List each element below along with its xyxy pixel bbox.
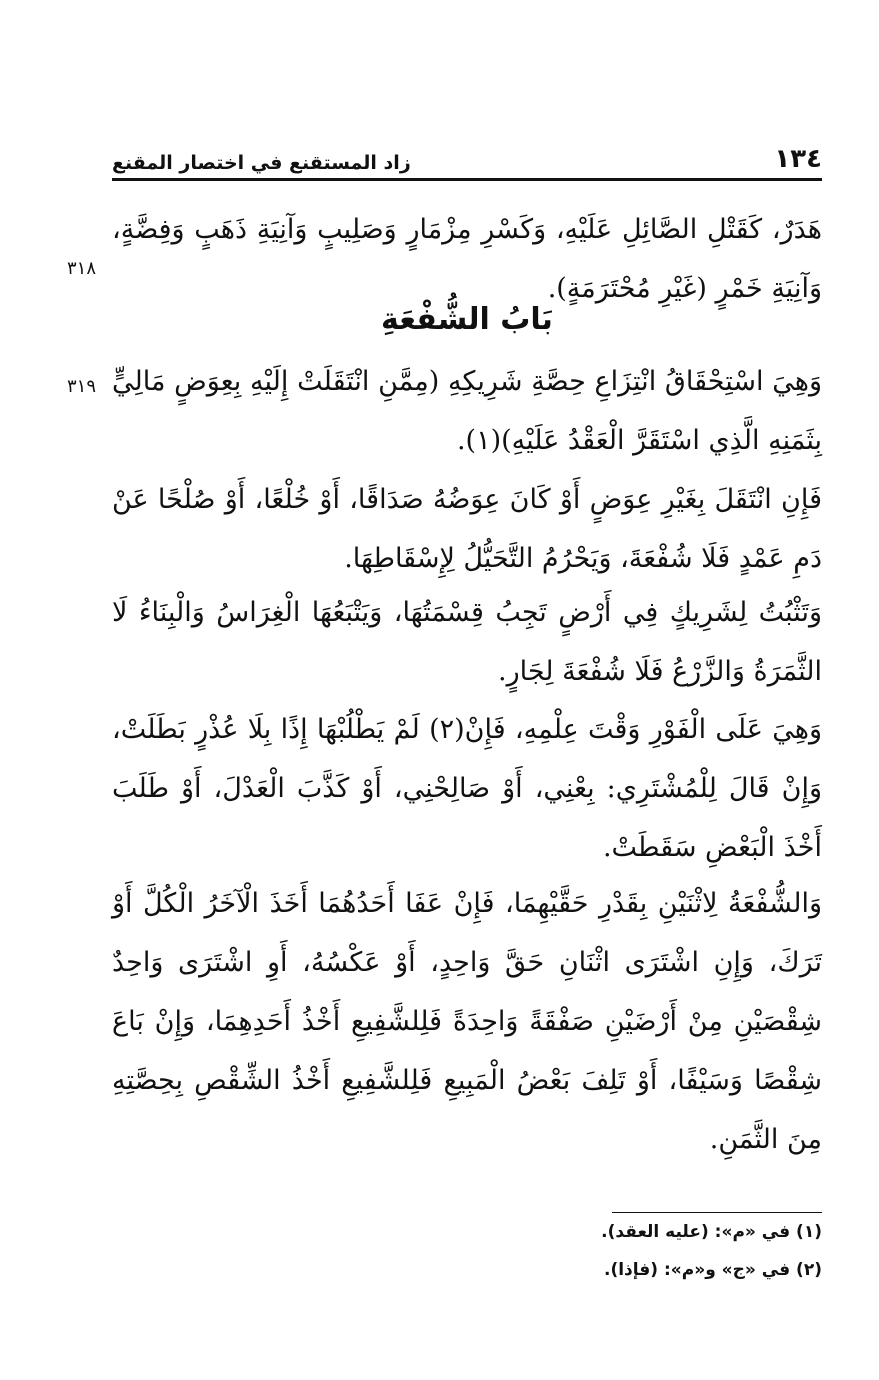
paragraph-definition: وَهِيَ اسْتِحْقَاقُ انْتِزَاعِ حِصَّةِ شَرِيكِهِ (مِمَّنِ انْتَقَلَتْ إِلَيْهِ بِعِوَضٍ مَالِيٍّ بِثَمَنِهِ الَّذِي اسْتَقَرَّ الْعَقْدُ عَلَيْهِ)(١). xyxy=(112,366,822,456)
paragraph-two-partners: وَالشُّفْعَةُ لِاثْنَيْنِ بِقَدْرِ حَقَّيْهِمَا، فَإِنْ عَفَا أَحَدُهُمَا أَخَذَ الْآخَرُ الْكُلَّ أَوْ تَرَكَ، وَإِنِ اشْتَرَى اثْنَانِ حَقَّ وَاحِدٍ، أَوْ عَكْسُهُ، أَوِ اشْتَرَى وَاحِدٌ شِقْصَيْنِ مِنْ أَرْضَيْنِ صَفْقَةً وَاحِدَةً فَلِلشَّفِيعِ أَخْذُ أَحَدِهِمَا، وَإِنْ بَاعَ شِقْصًا وَسَيْفًا، أَوْ تَلِفَ بَعْضُ الْمَبِيعِ فَلِلشَّفِيعِ أَخْذُ الشِّقْصِ بِحِصَّتِهِ مِنَ الثَّمَنِ. xyxy=(112,888,822,1155)
paragraph-exclusions: فَإِنِ انْتَقَلَ بِغَيْرِ عِوَضٍ أَوْ كَانَ عِوَضُهُ صَدَاقًا، أَوْ خُلْعًا، أَوْ صُلْحًا عَنْ دَمِ عَمْدٍ فَلَا شُفْعَةَ، وَيَحْرُمُ التَّحَيُّلُ لِإِسْقَاطِهَا. xyxy=(112,484,822,574)
footnote-divider xyxy=(612,1212,822,1213)
chapter-heading: بَابُ الشُّفْعَةِ xyxy=(381,302,553,337)
page-header xyxy=(112,134,822,174)
margin-number-318: ٣١٨ xyxy=(66,258,96,279)
paragraph-intro: هَدَرٌ، كَقَتْلِ الصَّائِلِ عَلَيْهِ، وَكَسْرِ مِزْمَارٍ وَصَلِيبٍ وَآنِيَةِ ذَهَبٍ وَفِضَّةٍ، وَآنِيَةِ خَمْرٍ (غَيْرِ مُحْتَرَمَةٍ). xyxy=(112,214,822,304)
paragraph-timing: وَهِيَ عَلَى الْفَوْرِ وَقْتَ عِلْمِهِ، فَإِنْ(٢) لَمْ يَطْلُبْهَا إِذًا بِلَا عُذْرٍ بَطَلَتْ، وَإِنْ قَالَ لِلْمُشْتَرِي: بِعْنِي، أَوْ صَالِحْنِي، أَوْ كَذَّبَ الْعَدْلَ، أَوْ طَلَبَ أَخْذَ الْبَعْضِ سَقَطَتْ. xyxy=(112,714,823,863)
paragraph-partner: وَتَثْبُتُ لِشَرِيكٍ فِي أَرْضٍ تَجِبُ قِسْمَتُهَا، وَيَتْبَعُهَا الْغِرَاسُ وَالْبِنَاءُ لَا الثَّمَرَةُ وَالزَّرْعُ فَلَا شُفْعَةَ لِجَارٍ. xyxy=(112,597,822,687)
footnote-1: (١) في «م»: (عليه العقد). xyxy=(601,1222,822,1242)
footnote-2: (٢) في «ج» و«م»: (فإذا). xyxy=(603,1260,822,1280)
header-divider xyxy=(112,178,822,181)
page-number: ١٣٤ xyxy=(774,144,822,174)
book-title: زاد المستقنع في اختصار المقنع xyxy=(112,152,411,174)
margin-number-319: ٣١٩ xyxy=(66,376,96,397)
